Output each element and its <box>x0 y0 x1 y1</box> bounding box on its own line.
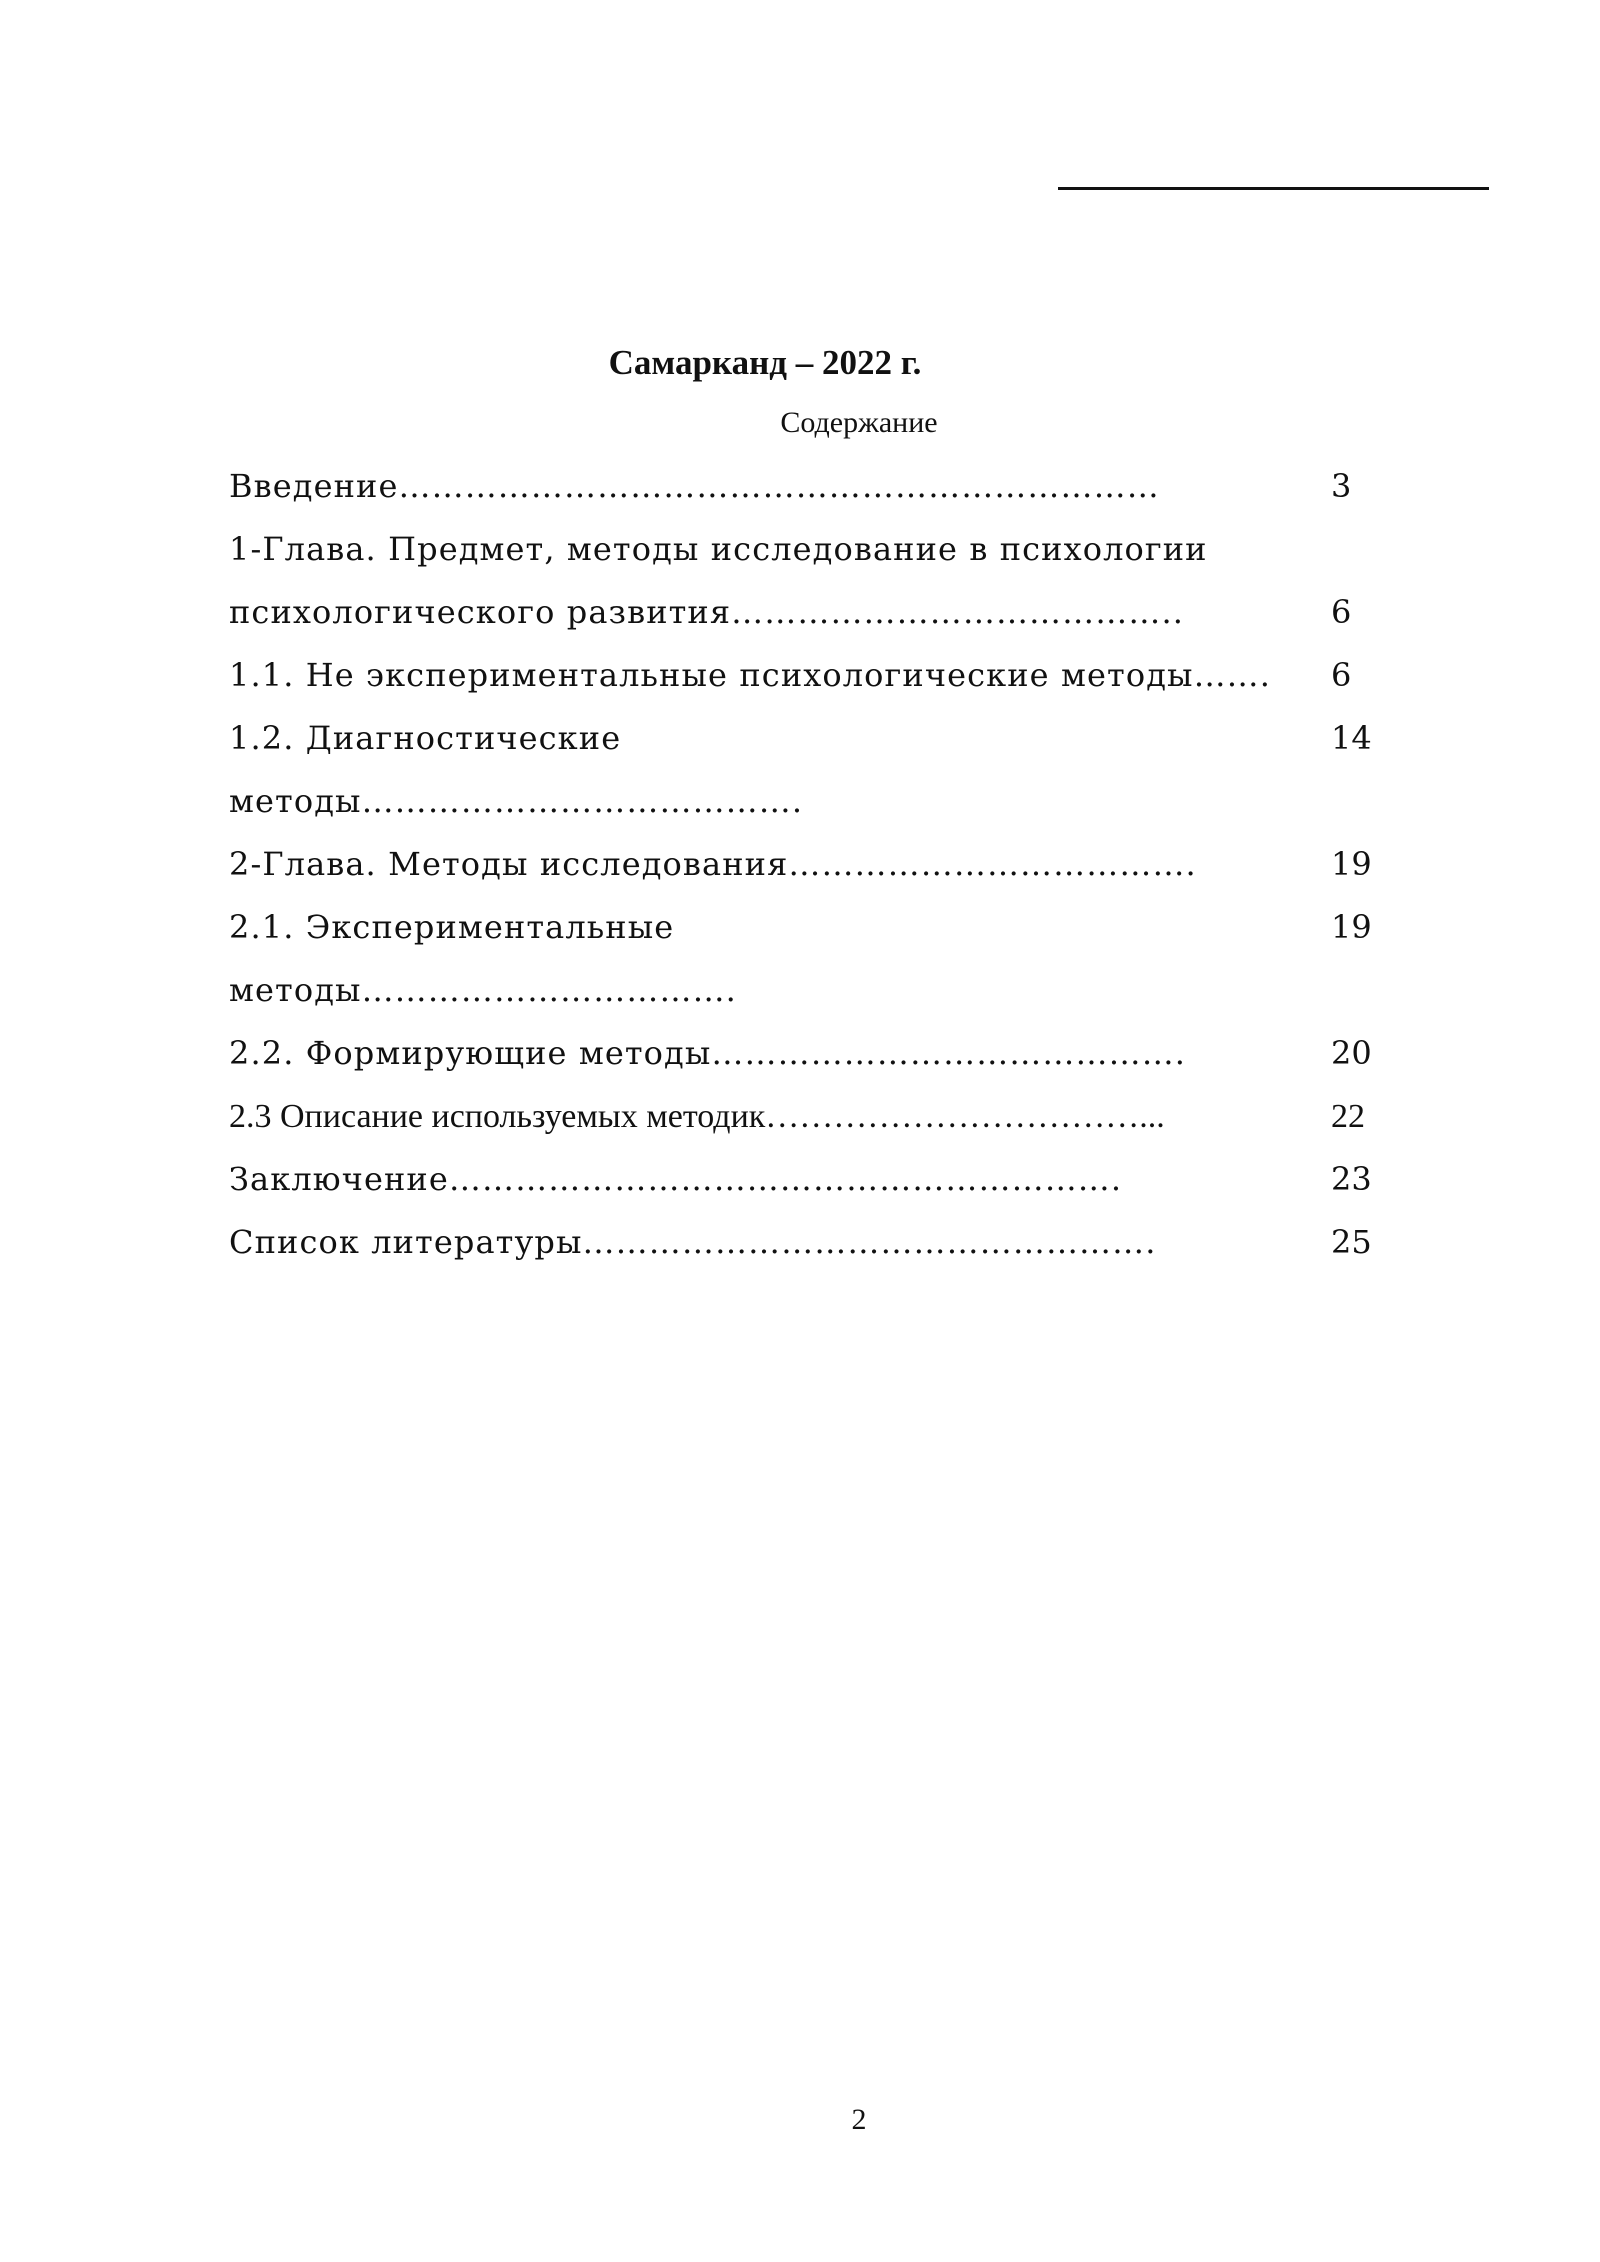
toc-entry-text: методы…………………………………. <box>229 782 804 820</box>
toc-entry-text: Заключение……………………………………………………. <box>229 1160 1123 1198</box>
toc-entry-text: 2.2. Формирующие методы……………………………………. <box>229 1034 1187 1072</box>
toc-entry-page: 3 <box>1331 467 1352 505</box>
toc-entry-page: 25 <box>1331 1223 1372 1261</box>
toc-entry-1-2 <box>229 707 1379 770</box>
toc-entry-conclusion <box>229 1148 1379 1211</box>
toc-entry-page: 20 <box>1331 1034 1372 1072</box>
page-number: 2 <box>851 2103 867 2136</box>
toc-entry-2-3 <box>229 1085 1379 1148</box>
toc-entry-text: 2.1. Экспериментальные <box>229 908 675 946</box>
toc-entry-text: 1-Глава. Предмет, методы исследование в психологии <box>229 530 1208 568</box>
toc-entry-page: 19 <box>1331 908 1372 946</box>
toc-entry-page: 22 <box>1331 1098 1365 1135</box>
toc-entry-text: 2.3 Описание используемых методик……………………………... <box>229 1098 1165 1135</box>
toc-entry-references <box>229 1211 1379 1274</box>
toc-entry-text: Список литературы……………………………………………. <box>229 1223 1157 1261</box>
city-year-title: Самарканд – 2022 г. <box>608 343 922 382</box>
toc-entry-text: Введение…………………………………………………………… <box>229 467 1160 505</box>
toc-entry-page: 14 <box>1331 719 1372 757</box>
toc-entry-2-2 <box>229 1022 1379 1085</box>
toc-entry-text: 1.1. Не экспериментальные психологические методы……. <box>229 656 1272 694</box>
signature-line <box>1058 187 1489 190</box>
toc-entry-2-1-cont <box>229 959 1379 1022</box>
toc-entry-text: 2-Глава. Методы исследования………………………………. <box>229 845 1197 883</box>
toc-entry-page: 19 <box>1331 845 1372 883</box>
toc-entry-text: 1.2. Диагностические <box>229 719 622 757</box>
toc-entry-page: 23 <box>1331 1160 1372 1198</box>
toc-entry-page: 6 <box>1331 593 1352 631</box>
toc-entry-text: методы……………………………. <box>229 971 737 1009</box>
toc-entry-chapter-2 <box>229 833 1379 896</box>
toc-entry-2-1 <box>229 896 1379 959</box>
toc-entry-introduction <box>229 455 1379 518</box>
toc-entry-chapter-1-cont <box>229 581 1379 644</box>
toc-entry-1-1 <box>229 644 1379 707</box>
toc-entry-1-2-cont <box>229 770 1379 833</box>
toc-entry-chapter-1 <box>229 518 1379 581</box>
table-of-contents <box>229 455 1379 1274</box>
toc-entry-text: психологического развития………………………………….. <box>229 593 1184 631</box>
toc-heading: Содержание <box>780 406 938 439</box>
toc-entry-page: 6 <box>1331 656 1352 694</box>
